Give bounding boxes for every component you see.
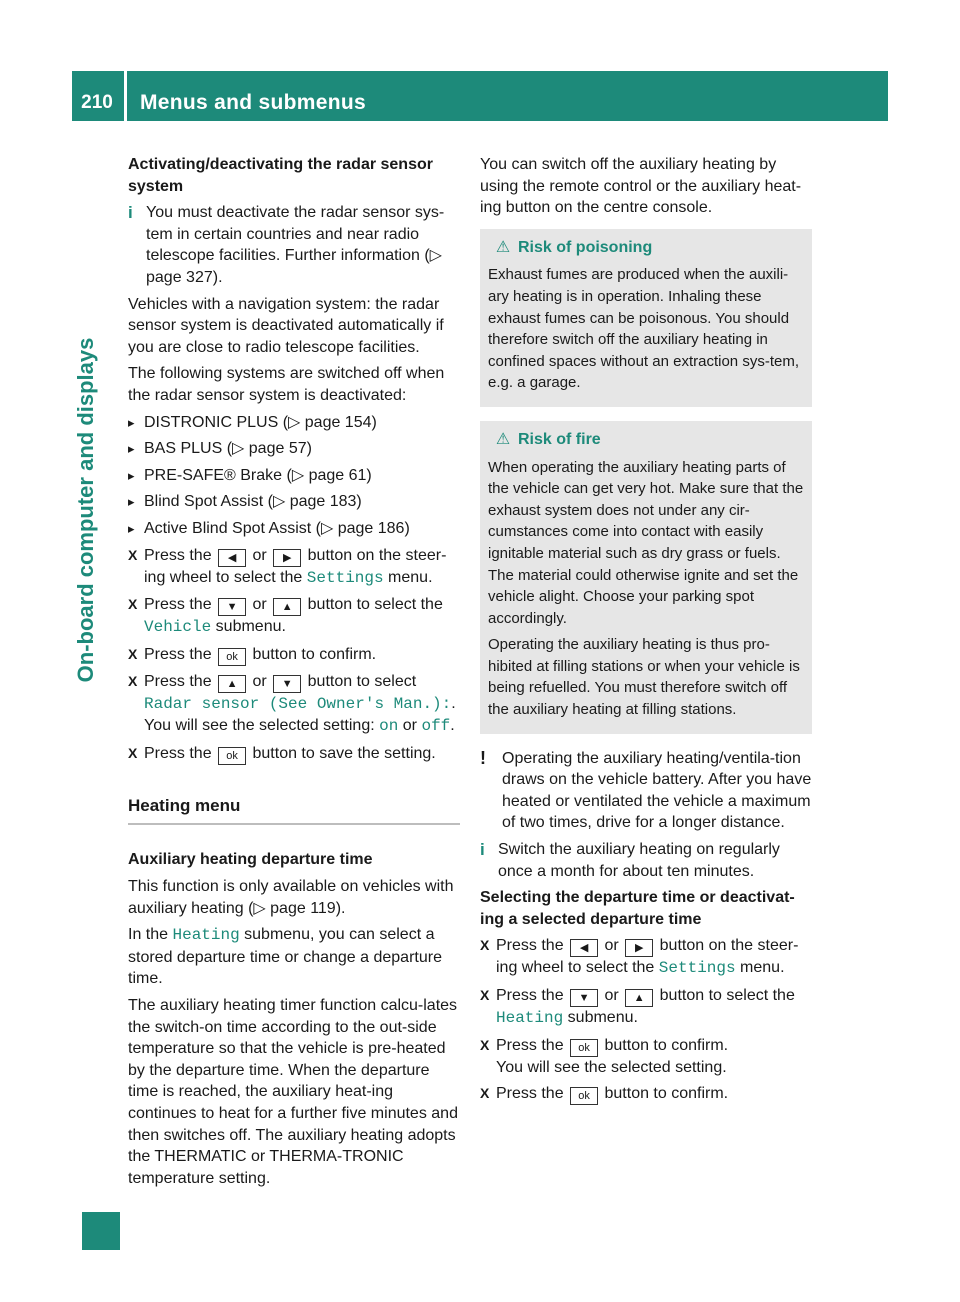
- warning-box: [480, 229, 812, 407]
- step-icon: X: [480, 937, 490, 954]
- info-icon: i: [128, 203, 133, 223]
- down-key-icon: ▼: [570, 989, 598, 1007]
- bullet-icon: ▸: [128, 494, 135, 510]
- bullet-icon: ▸: [128, 414, 135, 430]
- warning-text: Operating the auxiliary heating is thus pro-hibited at filling stations or when your vehicle is being refuelled. You must therefore switch off the auxiliary heating at filling stations.: [488, 636, 800, 719]
- warning-title: ⚠ Risk of fire: [488, 429, 804, 451]
- instruction-step: [128, 644, 460, 666]
- left-key-icon: ◀: [218, 549, 246, 567]
- ok-key-icon: ok: [570, 1087, 598, 1105]
- warning-icon: ⚠: [495, 430, 511, 448]
- instruction-step: [480, 935, 812, 980]
- bullet-icon: ▸: [128, 467, 135, 483]
- menu-name: Vehicle: [144, 618, 212, 637]
- step-icon: X: [128, 672, 138, 689]
- step-icon: X: [128, 645, 138, 662]
- info-note: [128, 202, 460, 288]
- step-text: Press the ▼ or ▲ button to select the Vehicle submenu.: [144, 596, 443, 637]
- instruction-step: [480, 985, 812, 1030]
- note-text: Switch the auxiliary heating on regularly once a month for about ten minutes.: [498, 841, 780, 880]
- instruction-step: [128, 545, 460, 590]
- paragraph: Vehicles with a navigation system: the radar sensor system is deactivated automatically if you are close to radio telescope facilities.: [128, 295, 444, 356]
- paragraph: The auxiliary heating timer function calcu-lates the switch-on time according to the out-side temperature so that the vehicle is pre-heated by the departure time. When the departure time is reached, the auxiliary heat-ing continues to heat for a further five minutes and then switches off. The auxiliary heating adopts the THERMATIC or THERMA-TRONIC temperature setting.: [128, 997, 458, 1187]
- list-item: [128, 491, 460, 513]
- list-item: [128, 518, 460, 540]
- up-key-icon: ▲: [625, 989, 653, 1007]
- warning-text: Exhaust fumes are produced when the auxili-ary heating is in operation. Inhaling these exhaust fumes can be poisonous. You should therefore switch off the auxiliary heating in confined spaces without an extraction sys-tem, e.g. a garage.: [488, 266, 799, 392]
- ok-key-icon: ok: [218, 747, 246, 765]
- list-item-text: Active Blind Spot Assist (▷ page 186): [144, 519, 410, 537]
- up-key-icon: ▲: [273, 598, 301, 616]
- step-text: Press the ◀ or ▶ button on the steer-ing wheel to select the Settings menu.: [144, 546, 447, 587]
- info-icon: i: [480, 840, 485, 860]
- step-text: Press the ok button to confirm. You will see the selected setting.: [496, 1036, 729, 1076]
- ok-key-icon: ok: [218, 648, 246, 666]
- subsection-heading: Selecting the departure time or deactivat-ing a selected departure time: [480, 889, 795, 928]
- paragraph: You can switch off the auxiliary heating by using the remote control or the auxiliary heat-ing button on the centre console.: [480, 156, 802, 217]
- page-number: 210: [81, 92, 113, 113]
- step-text: Press the ▼ or ▲ button to select the Heating submenu.: [496, 987, 795, 1027]
- section-heading: Heating menu: [128, 795, 460, 826]
- instruction-step: [480, 1035, 812, 1079]
- right-key-icon: ▶: [625, 939, 653, 957]
- warning-box: [480, 421, 812, 734]
- step-icon: X: [128, 596, 138, 613]
- menu-name: Heating: [496, 1009, 564, 1027]
- warning-icon: ⚠: [495, 238, 511, 256]
- warning-text: When operating the auxiliary heating parts of the vehicle can get very hot. Make sure that the exhaust system does not under any cir-cumstances come into contact with easily ignitable material such as dry grass or fuels. The material could otherwise ignite and set the vehicle alight. Choose your parking spot accordingly.: [488, 458, 804, 627]
- menu-name: Heating: [172, 926, 240, 945]
- side-label-text: On-board computer and displays: [73, 337, 98, 683]
- step-text: Press the ◀ or ▶ button on the steer-ing wheel to select the Settings menu.: [496, 937, 799, 978]
- header-separator: [124, 71, 127, 121]
- up-key-icon: ▲: [218, 675, 246, 693]
- paragraph: In the Heating submenu, you can select a stored departure time or change a departure time.: [128, 926, 442, 988]
- step-text: Press the ok button to save the setting.: [144, 743, 436, 765]
- menu-name: Settings: [658, 959, 736, 978]
- list-item: [128, 465, 460, 487]
- step-icon: X: [480, 1036, 490, 1053]
- setting-value: on: [379, 717, 399, 736]
- bullet-icon: ▸: [128, 520, 135, 536]
- step-text: Press the ok button to confirm.: [496, 1083, 728, 1105]
- list-item-text: DISTRONIC PLUS (▷ page 154): [144, 413, 377, 431]
- down-key-icon: ▼: [218, 598, 246, 616]
- right-column: [480, 154, 812, 1110]
- info-note: [480, 839, 812, 882]
- list-item-text: PRE-SAFE® Brake (▷ page 61): [144, 466, 372, 484]
- left-key-icon: ◀: [570, 939, 598, 957]
- caution-note: [480, 748, 812, 834]
- list-item: [128, 412, 460, 434]
- bullet-icon: ▸: [128, 441, 135, 457]
- side-marker: [82, 1212, 120, 1250]
- step-icon: X: [128, 546, 138, 563]
- step-text: Press the ▲ or ▼ button to select Radar sensor (See Owner's Man.):. You will see the selected setting: on or off.: [144, 672, 456, 736]
- instruction-step: [480, 1083, 812, 1105]
- list-item: [128, 438, 460, 460]
- page-title: Menus and submenus: [140, 91, 366, 114]
- right-key-icon: ▶: [273, 549, 301, 567]
- instruction-step: [128, 743, 460, 765]
- note-text: You must deactivate the radar sensor sys-tem in certain countries and near radio telescope facilities. Further information (▷ page 327).: [146, 204, 445, 286]
- left-column: [128, 154, 460, 1194]
- ok-key-icon: ok: [570, 1039, 598, 1057]
- instruction-step: [128, 671, 460, 738]
- step-icon: X: [480, 1085, 490, 1102]
- list-item-text: Blind Spot Assist (▷ page 183): [144, 493, 362, 511]
- setting-value: off: [421, 717, 451, 736]
- caution-icon: !: [480, 747, 486, 768]
- paragraph: This function is only available on vehicles with auxiliary heating (▷ page 119).: [128, 878, 454, 917]
- instruction-step: [128, 594, 460, 639]
- list-item-text: BAS PLUS (▷ page 57): [144, 440, 312, 458]
- step-icon: X: [480, 987, 490, 1003]
- radar-heading: Activating/deactivating the radar sensor system: [128, 156, 433, 195]
- subsection-heading: Auxiliary heating departure time: [128, 851, 373, 869]
- menu-name: Settings: [306, 568, 384, 587]
- warning-title: ⚠ Risk of poisoning: [488, 237, 804, 259]
- menu-name: Radar sensor (See Owner's Man.):: [144, 694, 452, 713]
- step-text: Press the ok button to confirm.: [144, 644, 376, 666]
- step-icon: X: [128, 744, 138, 761]
- note-text: Operating the auxiliary heating/ventila-tion draws on the vehicle battery. After you have heated or ventilated the vehicle a maximum of two times, drive for a longer distance.: [502, 749, 812, 832]
- down-key-icon: ▼: [273, 675, 301, 693]
- paragraph: The following systems are switched off when the radar sensor system is deactivated:: [128, 365, 445, 404]
